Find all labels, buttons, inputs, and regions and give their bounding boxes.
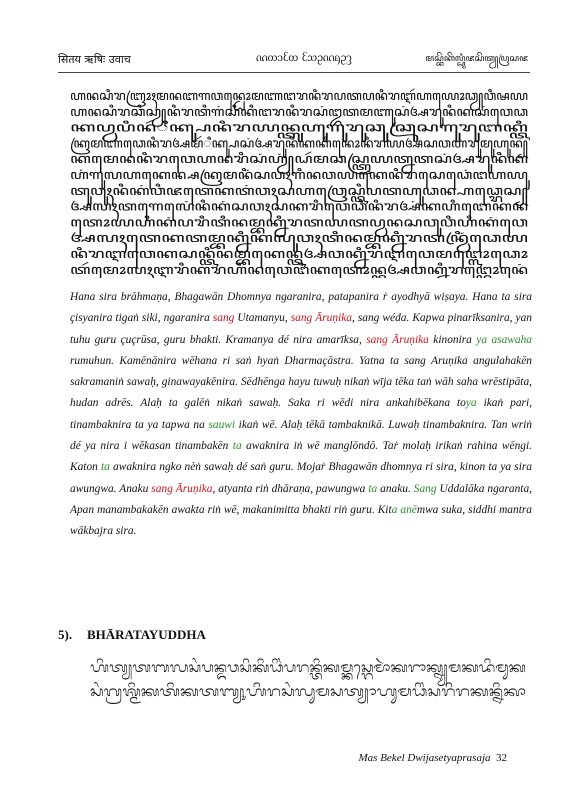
- javanese-script-block: [70, 86, 530, 278]
- latin-segment: Āruṇika: [315, 312, 352, 325]
- latin-segment: Uddalāka ngaranta, Apan manambakakēn awakta riṅ wē, makanimitta bhakti riṅ guru. Kit: [70, 482, 532, 516]
- latin-segment: sauwi: [208, 418, 236, 431]
- latin-segment: awaknira ngko nèṅ sawaḥ dé saṅ guru. Mojaṙ Bhagawān dhomnya ri sira, kinon ta ya sira awungwa. Anaku: [70, 461, 532, 495]
- latin-segment: , atyanta riṅ dhāraṇa, pawungwa: [212, 482, 369, 495]
- script-line: ꦠꦸꦮꦸꦃꦤꦶꦏꦁꦮꦶꦗꦠꦺꦏꦠꦁꦮꦃꦱꦲꦮꦿꦺꦱ꧀ꦠꦶꦥꦠꦲꦸꦣꦤ꧀ꦲꦣ꧀ꦫꦺꦱ꧀: [70, 183, 424, 199]
- script-line: ᬲᬂᬕ᭄ᬭᬰ᭄ᬫᬶᬓᬢᬶᬓᬢᬩ᭄ᬬᬸᬳᬶᬭᬲᬂᬮᬸᬫᬲᬢ᭄ᬬᬵᬳᬸᬫᬥᬶᬂᬲᬭᬶᬭᬓᬦ᭄ᬦᬶᬓᬵ: [90, 684, 450, 700]
- latin-segment: ta: [101, 461, 110, 474]
- script-line: ꦠꦺꦴꦪꦲꦶꦏꦁꦥꦫꦶꦠꦶꦤꦩ꧀ꦧꦏ꧀ꦤꦶꦫꦠꦪꦠꦥ꧀ꦮꦤꦱꦮꦸꦮꦶꦲꦶꦏꦁꦮꦺ: [70, 215, 409, 231]
- page-number: 32: [496, 752, 507, 764]
- header-rule: [58, 72, 530, 73]
- script-line: ꦠꦂꦩꦺꦴꦭꦃꦆꦫꦶꦏꦁꦫꦲꦶꦤꦮꦺꦔꦶꦏꦠꦺꦴꦤ꧀ꦠꦄꦮꦏ꧀ꦤꦶꦫꦔ꧀ꦏꦺꦴꦤꦺꦁ: [70, 262, 415, 278]
- latin-segment: anaku.: [377, 482, 414, 495]
- script-line: ꦄꦭꦃꦠꦺꦏꦠꦩ꧀ꦧꦏ꧀ꦤꦶꦏꦭꦸꦮꦃꦠꦶꦤꦩ꧀ꦧꦏ꧀ꦤꦶꦫꦠꦤ꧀ꦮꦿꦶꦁꦣꦺꦪ: [70, 231, 381, 247]
- page-footer: [359, 752, 507, 764]
- script-line: ꦏꦥ꧀ꦮꦥꦶꦤꦂꦶꦏ꧀ꦰꦤꦶꦫꦪꦤ꧀ꦠꦸꦲꦸꦒꦸꦫꦸꦕꦸꦕꦿꦸꦱꦒꦸꦫꦸꦧꦏ꧀ꦠꦶ: [70, 120, 356, 136]
- running-header: [58, 48, 528, 70]
- latin-transliteration: [70, 287, 532, 543]
- section-heading: [58, 627, 206, 643]
- latin-segment: Āruṇika: [175, 482, 213, 495]
- latin-segment: rumuhun. Kamēnānira wēhana ri saṅ hyaṅ Dharmaçāstra. Yatna ta sang Aruṇika angulahakēn sakramaniṅ sawaḥ, ginawayakēnira. Sēdhēnga hayu tuwuḥ nikaṅ wīja tēka taṅ wāh saha wrēstipāta, hudan adrēs. Alaḥ ta galēṅ nikaṅ sawaḥ. Saka ri wēdi nira ankahibēkana to: [70, 354, 532, 410]
- latin-segment: Utamanyu,: [234, 312, 291, 325]
- latin-segment: Hana sira brāhmaṇa, Bhagawān Dhomnya ngaranira, patapanira ṙ ayodhyā wiṣaya. Hana ta sira çisyanira tigaṅ siki, ngaranira: [70, 291, 532, 325]
- script-line: ꦲꦁꦒꦸꦭꦲꦏꦺꦤ꧀ꦱꦏꦿꦩꦤꦶꦁꦱꦮꦃꦒꦶꦤꦮꦪꦏꦺꦤꦶꦫꦱꦺꦣꦺꦁꦔꦲꦪꦸ: [70, 168, 450, 183]
- latin-segment: Āruṇika: [392, 333, 429, 346]
- latin-segment: sang: [366, 333, 388, 346]
- script-line: ꦤꦶꦫꦆꦮꦺꦏꦱꦤ꧀ꦠꦶꦤꦩ꧀ꦧꦏꦺꦤ꧀ꦠꦄꦮꦏ꧀ꦤꦶꦫꦆꦮꦺꦩꦔ꧀ꦭꦺꦴꦣꦺꦴ: [70, 247, 400, 262]
- latin-segment: sang: [290, 312, 313, 325]
- latin-segment: ya: [465, 397, 477, 410]
- latin-segment: mwa suka, siddhi mantra wākbajra sira.: [70, 503, 532, 538]
- latin-segment: ikaṅ pari, tinambaknira ta ya tapwa na: [70, 397, 532, 431]
- script-line: ꦄꦭꦃꦠꦒꦺꦭꦺꦁꦤꦶꦏꦁꦱꦮꦃꦱꦏꦫꦶꦮꦺꦣꦶꦤꦶꦫꦄꦁꦏꦲꦶꦧꦺꦏꦤ: [70, 199, 432, 215]
- latin-segment: ta: [368, 482, 378, 495]
- section-title: BHĀRATAYUDDHA: [87, 627, 206, 642]
- latin-segment: , sang wéda. Kapwa pinarīksanira, yan tuhu guru çuçrūsa, guru bhakti. Kramanya dé nira amarīksa,: [70, 312, 532, 346]
- header-right-title: ꦩꦱ꧀ꦧꦼꦏꦼꦭ꧀ꦝ꧀ꦮꦶꦗꦱꦼꦠꦾꦥꦿꦱꦗ: [425, 54, 528, 64]
- latin-segment: kinonira: [428, 333, 477, 346]
- latin-segment: sang: [212, 312, 235, 325]
- javanese-script-block-2: [90, 654, 530, 709]
- latin-segment: sang: [151, 482, 173, 495]
- script-line: ᬳᬶᬢ᭄ᬬᬢᬩᬮᬲᬂᬧᬦ᭄ᬤᬯᬲᬶᬓᬶᬥᬶᬂᬧᬭᬦ᭄ᬢᬶᬓᬫ᭄ᬓᬲ᭄ᬕᬾᬫᬵᬃᬓᬭᬵᬓ᭄ᬦ᭄ᬬᬫᬓᬤᬶᬫᬸᬓ: [90, 660, 482, 676]
- latin-segment: anē: [400, 503, 417, 516]
- latin-segment: Sang: [413, 482, 437, 495]
- header-center-title: ᦶᦎᦱᦷᦎ ᦷᦉᦳᦶᦏᦳᦡ: [256, 50, 352, 64]
- latin-segment: ya: [476, 333, 488, 346]
- latin-segment: ta: [232, 440, 242, 453]
- section-number: 5).: [58, 627, 73, 642]
- script-line: ꦲꦤꦱꦶꦫꦕꦶꦱꦾꦤꦶꦫꦠꦶꦒꦁꦱꦶꦏꦶꦔꦫꦤꦶꦫꦱꦁꦈꦠꦩꦚꦸꦱꦁꦄꦫꦸꦤꦶꦏꦱꦁꦮꦺꦣ: [70, 104, 484, 120]
- latin-segment: asawaha: [491, 333, 532, 346]
- script-line: ꦲꦤꦱꦶꦫꦧꦿꦴꦃꦩꦤꦧꦒꦮꦤ꧀ꦝꦺꦴꦩꦚꦔꦫꦤꦶꦫꦥꦠꦥꦤꦶꦫꦆꦂꦲꦪꦺꦴꦣꦾꦮꦶꦰꦪ: [70, 89, 519, 104]
- latin-segment: awaknira iṅ wē manglōndō. Taṙ molaḥ irikaṅ rahina wēngi. Katon: [70, 440, 532, 474]
- footer-author: Mas Bekel Dwijasetyaprasaja: [358, 752, 491, 764]
- script-line: ꦏꦩꦺꦤꦤꦶꦫꦮꦺꦲꦤꦫꦶꦱꦁꦲꦾꦁꦝꦂꦩꦕꦱ꧀ꦠꦿꦪꦠ꧀ꦤꦠꦱꦁꦄꦫꦸꦤꦶꦏ: [70, 152, 420, 168]
- header-left-title: सितय ऋषिः उवाच: [58, 53, 131, 66]
- latin-segment: a: [391, 503, 398, 516]
- latin-segment: ikaṅ wē. Alaḥ tēkā tambaknikā. Luwaḥ tinambaknira. Tan wriṅ dé ya nira i wēkasan tinambakēn: [70, 418, 532, 453]
- script-line: ꦏꦿꦩꦚꦣꦺꦤꦶꦫꦄꦩꦂꦶꦏ꧀ꦰꦱꦁꦄꦫꦸꦤꦶꦏꦏꦶꦤꦺꦴꦤꦶꦫꦪꦄꦱꦮꦲꦫꦸꦩꦸꦲꦸꦤ꧀: [70, 136, 508, 152]
